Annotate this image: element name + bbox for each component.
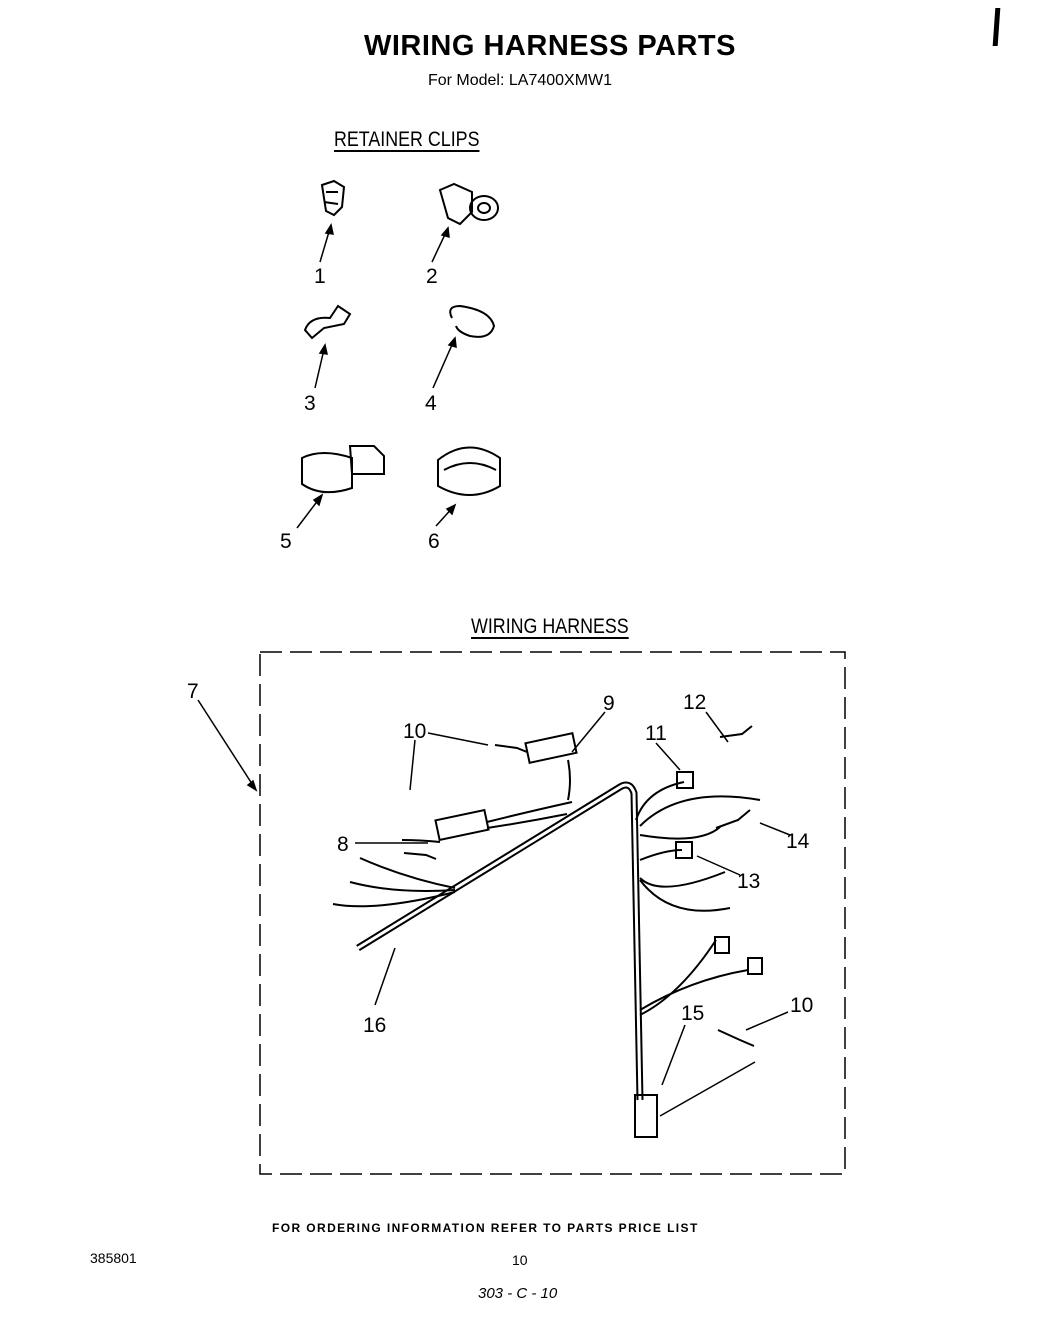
clip-4 bbox=[450, 306, 494, 337]
section-title-retainer-clips: RETAINER CLIPS bbox=[334, 128, 480, 151]
callout-2: 2 bbox=[426, 265, 438, 288]
callout-3: 3 bbox=[304, 392, 316, 415]
callout-10-bottom: 10 bbox=[790, 994, 814, 1017]
document-number: 385801 bbox=[90, 1250, 137, 1266]
callout-4: 4 bbox=[425, 392, 437, 415]
callout-6: 6 bbox=[428, 530, 440, 553]
callout-5: 5 bbox=[280, 530, 292, 553]
callout-1: 1 bbox=[314, 265, 326, 288]
clip-1 bbox=[322, 181, 344, 215]
callout-13: 13 bbox=[737, 870, 761, 893]
page-title: WIRING HARNESS PARTS bbox=[364, 30, 736, 62]
callout-11: 11 bbox=[645, 722, 667, 745]
callout-10-top: 10 bbox=[403, 720, 427, 743]
callout-9: 9 bbox=[603, 692, 615, 715]
callout-15: 15 bbox=[681, 1002, 705, 1025]
clip-2 bbox=[440, 184, 498, 224]
callout-7: 7 bbox=[187, 680, 199, 703]
handwritten-code: 303 - C - 10 bbox=[478, 1285, 558, 1302]
ordering-note: FOR ORDERING INFORMATION REFER TO PARTS PRICE LIST bbox=[272, 1221, 699, 1235]
clip-5 bbox=[302, 446, 384, 492]
callout-16: 16 bbox=[363, 1014, 387, 1037]
callout-12: 12 bbox=[683, 691, 707, 714]
clip-6 bbox=[438, 447, 500, 495]
callout-14: 14 bbox=[786, 830, 810, 853]
callout-8: 8 bbox=[337, 833, 349, 856]
wiring-harness bbox=[333, 726, 762, 1137]
page-number: 10 bbox=[512, 1252, 528, 1268]
model-subtitle: For Model: LA7400XMW1 bbox=[427, 72, 613, 89]
clip-3 bbox=[305, 306, 350, 338]
harness-leaders bbox=[198, 700, 790, 1085]
section-title-wiring-harness: WIRING HARNESS bbox=[471, 615, 629, 638]
harness-boundary bbox=[260, 652, 845, 1174]
